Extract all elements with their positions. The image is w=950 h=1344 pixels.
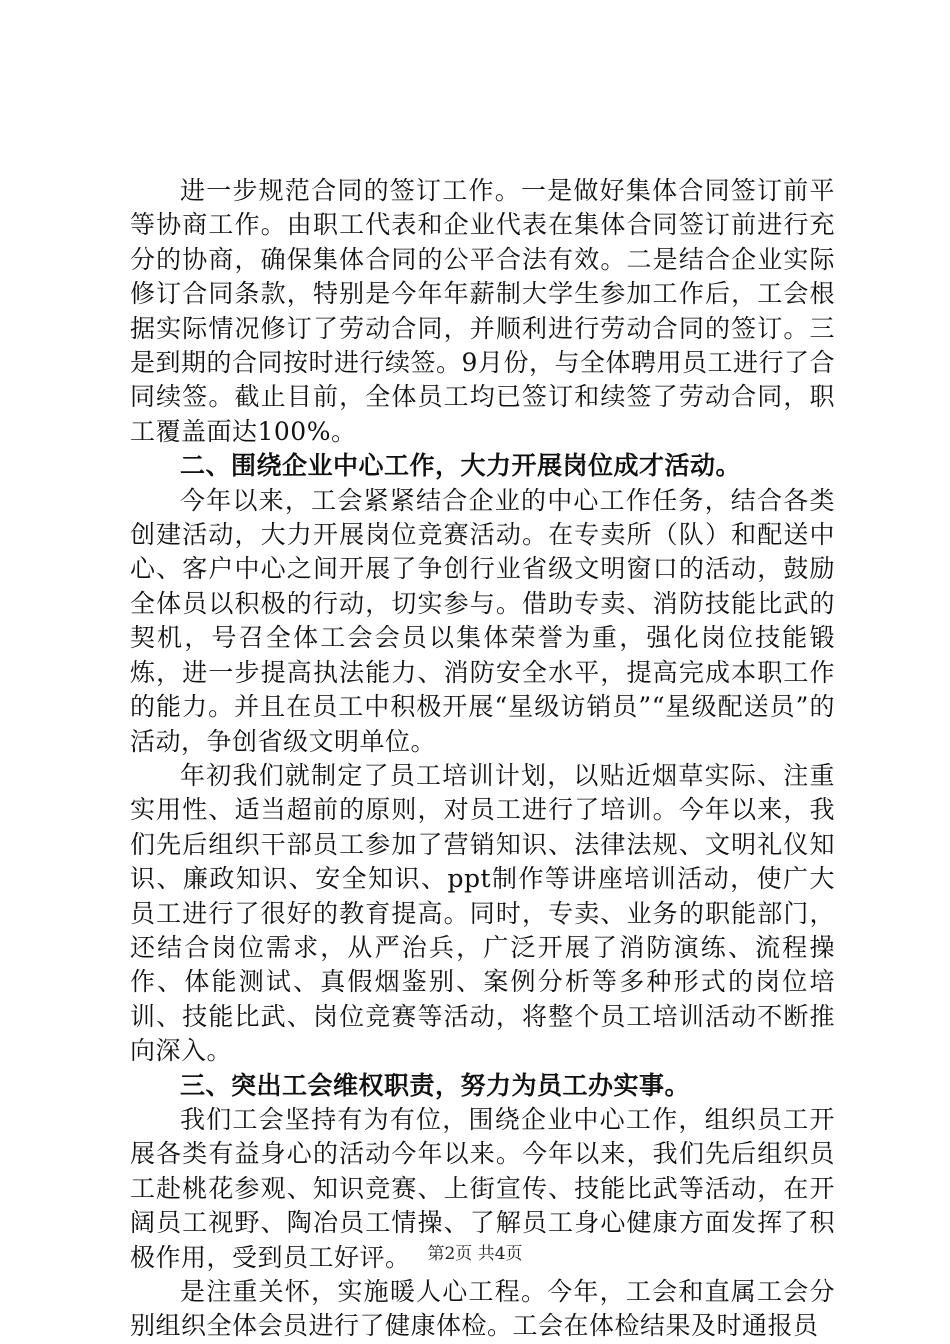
page-footer: 第2页 共4页 — [427, 1244, 523, 1264]
paragraph-care: 是注重关怀，实施暖人心工程。今年，工会和直属工会分别组织全体会员进行了健康体检。工会在体检结果及时通报员 — [130, 1277, 835, 1341]
section-heading-2: 二、围绕企业中心工作，大力开展岗位成才活动。 — [180, 451, 742, 481]
paragraph-contract: 进一步规范合同的签订工作。一是做好集体合同签订前平等协商工作。由职工代表和企业代表在集体合同签订前进行充分的协商，确保集体合同的公平合法有效。二是结合企业实际修订合同条款，特别是今年年薪制大学生参加工作后，工会根据实际情况修订了劳动合同，并顺利进行劳动合同的签订。三是到期的合同按时进行续签。9月份，与全体聘用员工进行了合同续签。截止目前，全体员工均已签订和续签了劳动合同，职工覆盖面达100%。 — [130, 176, 835, 446]
section-heading-3: 三、突出工会维权职责，努力为员工办实事。 — [180, 1070, 691, 1100]
document-body — [130, 174, 835, 1344]
paragraph-competition: 今年以来，工会紧紧结合企业的中心工作任务，结合各类创建活动，大力开展岗位竞赛活动。在专卖所（队）和配送中心、客户中心之间开展了争创行业省级文明窗口的活动，鼓励全体员以积极的行动，切实参与。借助专卖、消防技能比武的契机，号召全体工会会员以集体荣誉为重，强化岗位技能锻炼，进一步提高执法能力、消防安全水平，提高完成本职工作的能力。并且在员工中积极开展“星级访销员”“星级配送员”的活动，争创省级文明单位。 — [130, 485, 835, 756]
paragraph-activities: 我们工会坚持有为有位，围绕企业中心工作，组织员工开展各类有益身心的活动今年以来。今年以来，我们先后组织员工赴桃花参观、知识竞赛、上街宣传、技能比武等活动，在开阔员工视野、陶冶员工情操、了解员工身心健康方面发挥了积极作用，受到员工好评。 — [130, 1104, 835, 1272]
paragraph-training: 年初我们就制定了员工培训计划，以贴近烟草实际、注重实用性、适当超前的原则，对员工进行了培训。今年以来，我们先后组织干部员工参加了营销知识、法律法规、文明礼仪知识、廉政知识、安全知识、ppt制作等讲座培训活动，使广大员工进行了很好的教育提高。同时，专卖、业务的职能部门，还结合岗位需求，从严治兵，广泛开展了消防演练、流程操作、体能测试、真假烟鉴别、案例分析等多种形式的岗位培训、技能比武、岗位竞赛等活动，将整个员工培训活动不断推向深入。 — [130, 760, 835, 1066]
